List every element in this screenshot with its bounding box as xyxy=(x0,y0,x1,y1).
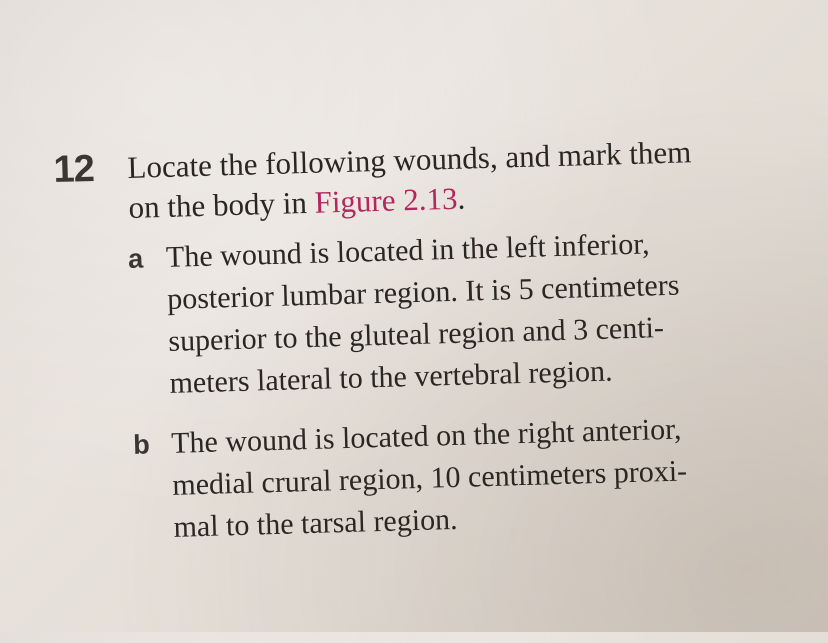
figure-reference-link[interactable]: Figure 2.13 xyxy=(314,180,458,220)
question-text xyxy=(127,128,759,228)
question-number: 12 xyxy=(52,147,95,192)
part-b-line-2: medial crural region, 10 centimeters proxi- xyxy=(171,454,688,502)
question-12 xyxy=(53,128,785,570)
part-b xyxy=(133,406,784,550)
question-parts xyxy=(127,220,783,550)
part-b-line-1: The wound is located on the right anterior, xyxy=(170,412,682,460)
part-a-line-1: The wound is located in the left inferior, xyxy=(165,227,650,274)
part-a xyxy=(127,220,779,406)
question-end-punct: . xyxy=(456,180,466,216)
question-line-1: Locate the following wounds, and mark them xyxy=(127,134,692,185)
part-b-text xyxy=(171,406,774,549)
part-a-line-3: superior to the gluteal region and 3 centi- xyxy=(167,311,665,358)
part-a-text xyxy=(165,220,769,405)
question-header xyxy=(53,128,775,230)
part-b-letter: b xyxy=(132,429,151,460)
part-a-line-2: posterior lumbar region. It is 5 centimeters xyxy=(166,268,680,316)
part-b-line-3: mal to the tarsal region. xyxy=(173,502,458,544)
question-line-2-text: on the body in xyxy=(128,184,316,225)
part-a-line-4: meters lateral to the vertebral region. xyxy=(169,354,613,400)
part-a-letter: a xyxy=(127,243,144,274)
